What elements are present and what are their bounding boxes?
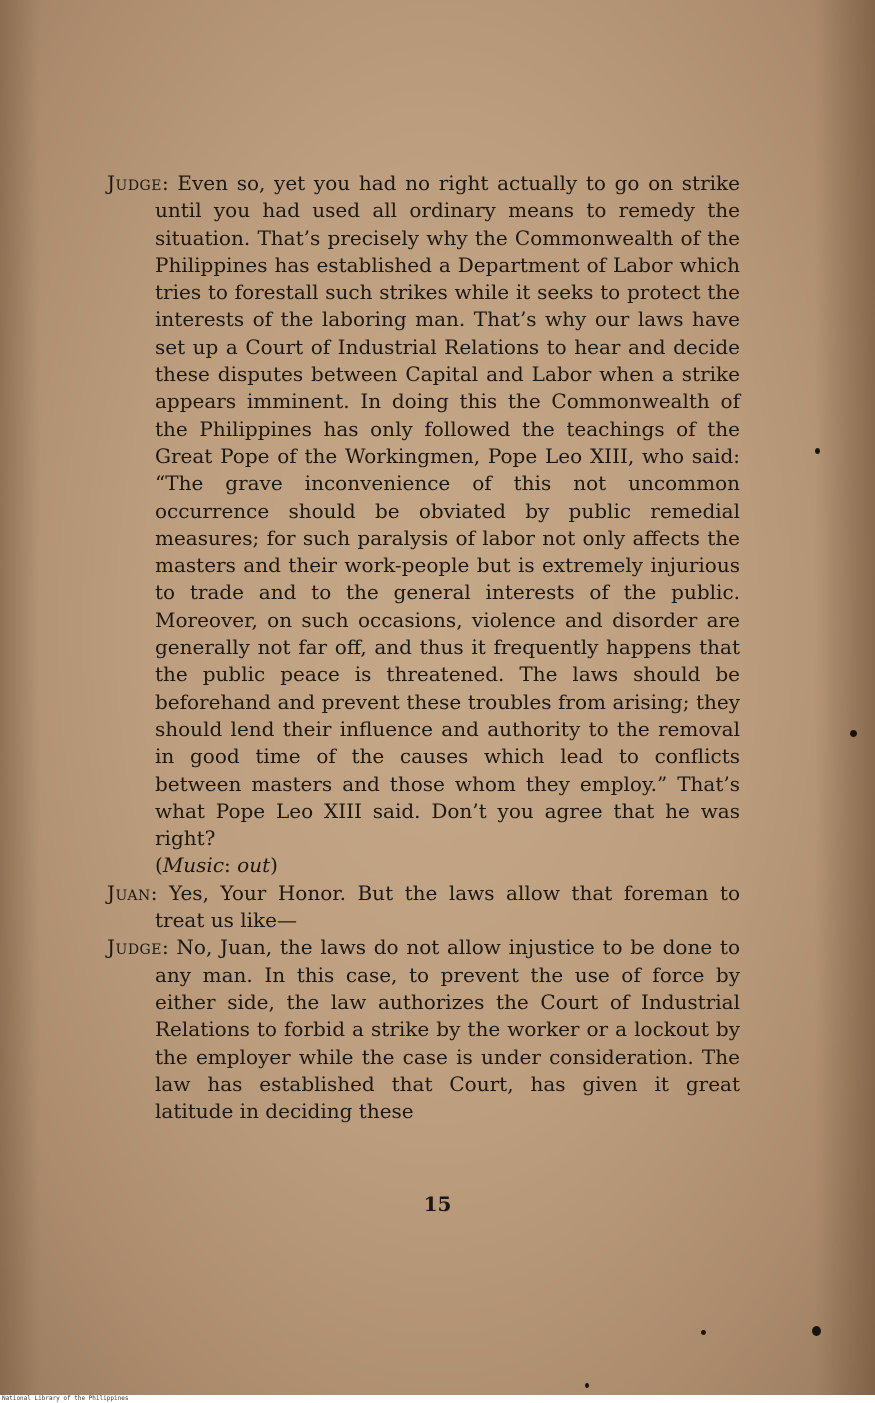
- page-edge-shadow-left: [0, 0, 40, 1395]
- page-number: 15: [423, 1192, 452, 1216]
- speaker-separator: :: [150, 880, 169, 905]
- speech-juan: [100, 880, 740, 935]
- speaker-name: Judge: [107, 935, 162, 960]
- footer-strip: [0, 1395, 875, 1403]
- ink-speck: [812, 1326, 821, 1336]
- dialogue-text: [100, 170, 740, 1125]
- speaker-separator: :: [161, 171, 178, 195]
- ink-speck: [850, 730, 857, 737]
- speech-judge-2: [100, 934, 740, 1125]
- footer-credit: National Library of the Philippines: [2, 1395, 129, 1402]
- ink-speck: [815, 448, 820, 454]
- speaker-separator: :: [161, 935, 177, 960]
- speech-text: Yes, Your Honor. But the laws allow that foreman to treat us like—: [155, 880, 740, 933]
- ink-speck: [585, 1383, 589, 1388]
- speaker-name: Judge: [107, 171, 162, 195]
- ink-speck: [701, 1330, 706, 1335]
- speech-judge-1: [100, 170, 740, 880]
- stage-direction: (Music: out): [155, 853, 278, 878]
- speaker-name: Juan: [107, 880, 151, 905]
- page-edge-shadow-right: [815, 0, 875, 1395]
- speech-text: Even so, yet you had no right actually to go on strike until you had used all ordinary means to remedy the situation. That’s precisely why the Commonwealth of the Philippines has established a Department of Labor which tries to forestall such strikes while it seeks to protect the interests of the laboring man. That’s why our laws have set up a Court of Industrial Relations to hear and decide these disputes between Capital and Labor when a strike appears imminent. In doing this the Commonwealth of the Philippines has only followed the teachings of the Great Pope of the Workingmen, Pope Leo XIII, who said: “The grave inconvenience of this not uncommon occurrence should be obviated by public remedial measures; for such paralysis of labor not only affects the masters and their work-people but is extremely injurious to trade and to the general interests of the public. Moreover, on such occasions, violence and disorder are generally not far off, and thus it frequently happens that the public peace is threatened. The laws should be beforehand and prevent these troubles from arising; they should lend their influence and authority to the removal in good time of the causes which lead to conflicts between masters and those whom they employ.” That’s what Pope Leo XIII said. Don’t you agree that he was right?: [155, 171, 740, 851]
- speech-text: No, Juan, the laws do not allow injustice to be done to any man. In this case, to prevent the use of force by either side, the law authorizes the Court of Industrial Relations to forbid a strike by the worker or a lockout by the employer while the case is under consideration. The law has established that Court, has given it great latitude in deciding these: [155, 935, 740, 1124]
